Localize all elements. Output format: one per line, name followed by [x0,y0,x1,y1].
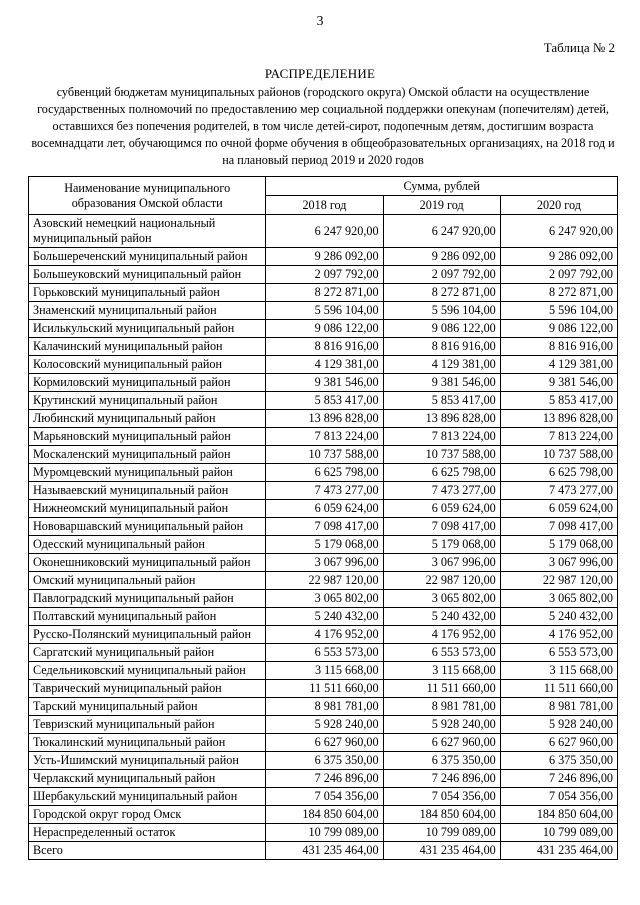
header-year-2019: 2019 год [383,196,500,215]
table-row [29,410,618,428]
table-row [29,590,618,608]
table-body [29,215,618,860]
amount-2020-cell: 9 086 122,00 [500,320,617,338]
municipality-name-cell: Колосовский муниципальный район [29,356,266,374]
amount-2020-cell: 4 176 952,00 [500,626,617,644]
amount-2019-cell: 184 850 604,00 [383,806,500,824]
municipality-name-cell: Омский муниципальный район [29,572,266,590]
table-row [29,572,618,590]
amount-2019-cell: 9 086 122,00 [383,320,500,338]
table-row [29,428,618,446]
amount-2019-cell: 7 473 277,00 [383,482,500,500]
amount-2018-cell: 7 246 896,00 [266,770,383,788]
amount-2019-cell: 3 067 996,00 [383,554,500,572]
municipality-name-cell: Полтавский муниципальный район [29,608,266,626]
header-year-2020: 2020 год [500,196,617,215]
amount-2020-cell: 431 235 464,00 [500,842,617,860]
amount-2020-cell: 10 737 588,00 [500,446,617,464]
amount-2020-cell: 7 246 896,00 [500,770,617,788]
amount-2020-cell: 3 067 996,00 [500,554,617,572]
amount-2020-cell: 6 059 624,00 [500,500,617,518]
amount-2018-cell: 5 928 240,00 [266,716,383,734]
amount-2019-cell: 11 511 660,00 [383,680,500,698]
amount-2019-cell: 6 553 573,00 [383,644,500,662]
amount-2018-cell: 13 896 828,00 [266,410,383,428]
table-row [29,446,618,464]
amount-2018-cell: 7 473 277,00 [266,482,383,500]
amount-2019-cell: 8 981 781,00 [383,698,500,716]
amount-2020-cell: 10 799 089,00 [500,824,617,842]
amount-2020-cell: 7 813 224,00 [500,428,617,446]
municipality-name-cell: Нераспределенный остаток [29,824,266,842]
amount-2019-cell: 8 272 871,00 [383,284,500,302]
table-row [29,536,618,554]
table-row [29,248,618,266]
municipality-name-cell: Тевризский муниципальный район [29,716,266,734]
municipality-name-cell: Муромцевский муниципальный район [29,464,266,482]
municipality-name-cell: Городской округ город Омск [29,806,266,824]
amount-2020-cell: 7 473 277,00 [500,482,617,500]
table-row [29,626,618,644]
header-sum: Сумма, рублей [266,177,618,196]
amount-2019-cell: 13 896 828,00 [383,410,500,428]
amount-2020-cell: 5 179 068,00 [500,536,617,554]
municipality-name-cell: Кормиловский муниципальный район [29,374,266,392]
municipality-name-cell: Нововаршавский муниципальный район [29,518,266,536]
amount-2019-cell: 4 176 952,00 [383,626,500,644]
amount-2019-cell: 7 246 896,00 [383,770,500,788]
table-row [29,770,618,788]
municipality-name-cell: Черлакский муниципальный район [29,770,266,788]
table-row [29,374,618,392]
amount-2019-cell: 7 054 356,00 [383,788,500,806]
amount-2020-cell: 13 896 828,00 [500,410,617,428]
amount-2019-cell: 5 596 104,00 [383,302,500,320]
amount-2019-cell: 6 375 350,00 [383,752,500,770]
amount-2020-cell: 5 596 104,00 [500,302,617,320]
amount-2018-cell: 10 799 089,00 [266,824,383,842]
amount-2019-cell: 5 928 240,00 [383,716,500,734]
amount-2020-cell: 5 240 432,00 [500,608,617,626]
municipality-name-cell: Седельниковский муниципальный район [29,662,266,680]
amount-2019-cell: 6 625 798,00 [383,464,500,482]
table-row [29,698,618,716]
table-row [29,266,618,284]
table-row [29,320,618,338]
municipality-name-cell: Тюкалинский муниципальный район [29,734,266,752]
distribution-table [28,176,618,860]
amount-2018-cell: 4 129 381,00 [266,356,383,374]
amount-2018-cell: 22 987 120,00 [266,572,383,590]
table-header [29,177,618,215]
amount-2019-cell: 22 987 120,00 [383,572,500,590]
amount-2020-cell: 6 625 798,00 [500,464,617,482]
amount-2019-cell: 3 115 668,00 [383,662,500,680]
amount-2020-cell: 7 098 417,00 [500,518,617,536]
table-row [29,392,618,410]
amount-2020-cell: 4 129 381,00 [500,356,617,374]
table-row [29,824,618,842]
amount-2018-cell: 9 381 546,00 [266,374,383,392]
amount-2019-cell: 7 098 417,00 [383,518,500,536]
municipality-name-cell: Азовский немецкий национальный муниципальный район [29,215,266,248]
amount-2018-cell: 3 115 668,00 [266,662,383,680]
header-year-2018: 2018 год [266,196,383,215]
municipality-name-cell: Одесский муниципальный район [29,536,266,554]
amount-2018-cell: 7 813 224,00 [266,428,383,446]
amount-2018-cell: 5 596 104,00 [266,302,383,320]
amount-2020-cell: 2 097 792,00 [500,266,617,284]
amount-2020-cell: 5 928 240,00 [500,716,617,734]
amount-2019-cell: 9 381 546,00 [383,374,500,392]
amount-2019-cell: 10 799 089,00 [383,824,500,842]
table-row [29,518,618,536]
table-row [29,752,618,770]
table-row [29,608,618,626]
amount-2019-cell: 6 247 920,00 [383,215,500,248]
table-row [29,788,618,806]
document-title: РАСПРЕДЕЛЕНИЕ [264,66,376,81]
table-label: Таблица № 2 [543,40,615,55]
amount-2018-cell: 5 179 068,00 [266,536,383,554]
municipality-name-cell: Всего [29,842,266,860]
municipality-name-cell: Усть-Ишимский муниципальный район [29,752,266,770]
table-row [29,716,618,734]
amount-2020-cell: 6 627 960,00 [500,734,617,752]
municipality-name-cell: Большереченский муниципальный район [29,248,266,266]
table-row [29,215,618,248]
amount-2018-cell: 9 086 122,00 [266,320,383,338]
amount-2020-cell: 6 247 920,00 [500,215,617,248]
amount-2018-cell: 2 097 792,00 [266,266,383,284]
amount-2020-cell: 7 054 356,00 [500,788,617,806]
amount-2019-cell: 5 240 432,00 [383,608,500,626]
table-row [29,662,618,680]
table-row [29,482,618,500]
amount-2020-cell: 11 511 660,00 [500,680,617,698]
municipality-name-cell: Любинский муниципальный район [29,410,266,428]
amount-2020-cell: 3 065 802,00 [500,590,617,608]
amount-2020-cell: 5 853 417,00 [500,392,617,410]
amount-2018-cell: 6 553 573,00 [266,644,383,662]
municipality-name-cell: Называевский муниципальный район [29,482,266,500]
amount-2020-cell: 8 272 871,00 [500,284,617,302]
amount-2020-cell: 6 375 350,00 [500,752,617,770]
amount-2018-cell: 6 059 624,00 [266,500,383,518]
amount-2019-cell: 4 129 381,00 [383,356,500,374]
municipality-name-cell: Тарский муниципальный район [29,698,266,716]
amount-2019-cell: 10 737 588,00 [383,446,500,464]
municipality-name-cell: Знаменский муниципальный район [29,302,266,320]
amount-2018-cell: 5 853 417,00 [266,392,383,410]
table-row [29,500,618,518]
amount-2018-cell: 6 375 350,00 [266,752,383,770]
amount-2019-cell: 9 286 092,00 [383,248,500,266]
amount-2020-cell: 6 553 573,00 [500,644,617,662]
table-row [29,644,618,662]
amount-2020-cell: 9 381 546,00 [500,374,617,392]
amount-2019-cell: 6 627 960,00 [383,734,500,752]
amount-2020-cell: 22 987 120,00 [500,572,617,590]
amount-2020-cell: 3 115 668,00 [500,662,617,680]
amount-2020-cell: 184 850 604,00 [500,806,617,824]
document-subtitle: субвенций бюджетам муниципальных районов (городского округа) Омской области на осуществление государственных полномочий по предоставлению мер социальной поддержки опекунам (попечителям) детей, оставшихся без попечения родителей, в том числе детей-сирот, подопечным детям, достигшим возраста восемнадцати лет, обучающимся по очной форме обучения в общеобразовательных организациях, на 2018 год и на плановый период 2019 и 2020 годов [31,85,615,167]
table-row [29,464,618,482]
amount-2018-cell: 7 098 417,00 [266,518,383,536]
amount-2018-cell: 8 981 781,00 [266,698,383,716]
amount-2018-cell: 8 272 871,00 [266,284,383,302]
municipality-name-cell: Марьяновский муниципальный район [29,428,266,446]
amount-2019-cell: 3 065 802,00 [383,590,500,608]
municipality-name-cell: Горьковский муниципальный район [29,284,266,302]
amount-2019-cell: 2 097 792,00 [383,266,500,284]
amount-2018-cell: 5 240 432,00 [266,608,383,626]
amount-2018-cell: 10 737 588,00 [266,446,383,464]
municipality-name-cell: Исилькульский муниципальный район [29,320,266,338]
amount-2018-cell: 6 627 960,00 [266,734,383,752]
amount-2018-cell: 431 235 464,00 [266,842,383,860]
amount-2019-cell: 5 179 068,00 [383,536,500,554]
amount-2020-cell: 9 286 092,00 [500,248,617,266]
amount-2018-cell: 6 625 798,00 [266,464,383,482]
municipality-name-cell: Саргатский муниципальный район [29,644,266,662]
amount-2019-cell: 5 853 417,00 [383,392,500,410]
table-row [29,356,618,374]
amount-2018-cell: 4 176 952,00 [266,626,383,644]
amount-2019-cell: 8 816 916,00 [383,338,500,356]
header-municipality: Наименование муниципального образования Омской области [29,177,266,215]
table-row [29,680,618,698]
amount-2019-cell: 7 813 224,00 [383,428,500,446]
table-row [29,284,618,302]
municipality-name-cell: Крутинский муниципальный район [29,392,266,410]
amount-2018-cell: 9 286 092,00 [266,248,383,266]
amount-2018-cell: 11 511 660,00 [266,680,383,698]
table-row [29,734,618,752]
table-row [29,554,618,572]
amount-2018-cell: 8 816 916,00 [266,338,383,356]
amount-2019-cell: 431 235 464,00 [383,842,500,860]
municipality-name-cell: Нижнеомский муниципальный район [29,500,266,518]
amount-2018-cell: 7 054 356,00 [266,788,383,806]
table-row [29,842,618,860]
amount-2018-cell: 184 850 604,00 [266,806,383,824]
amount-2020-cell: 8 816 916,00 [500,338,617,356]
municipality-name-cell: Шербакульский муниципальный район [29,788,266,806]
amount-2020-cell: 8 981 781,00 [500,698,617,716]
municipality-name-cell: Русско-Полянский муниципальный район [29,626,266,644]
page-number: 3 [316,14,324,29]
table-row [29,338,618,356]
municipality-name-cell: Калачинский муниципальный район [29,338,266,356]
municipality-name-cell: Таврический муниципальный район [29,680,266,698]
table-row [29,806,618,824]
amount-2018-cell: 3 065 802,00 [266,590,383,608]
amount-2018-cell: 6 247 920,00 [266,215,383,248]
municipality-name-cell: Павлоградский муниципальный район [29,590,266,608]
table-row [29,302,618,320]
municipality-name-cell: Москаленский муниципальный район [29,446,266,464]
municipality-name-cell: Оконешниковский муниципальный район [29,554,266,572]
municipality-name-cell: Большеуковский муниципальный район [29,266,266,284]
amount-2018-cell: 3 067 996,00 [266,554,383,572]
amount-2019-cell: 6 059 624,00 [383,500,500,518]
